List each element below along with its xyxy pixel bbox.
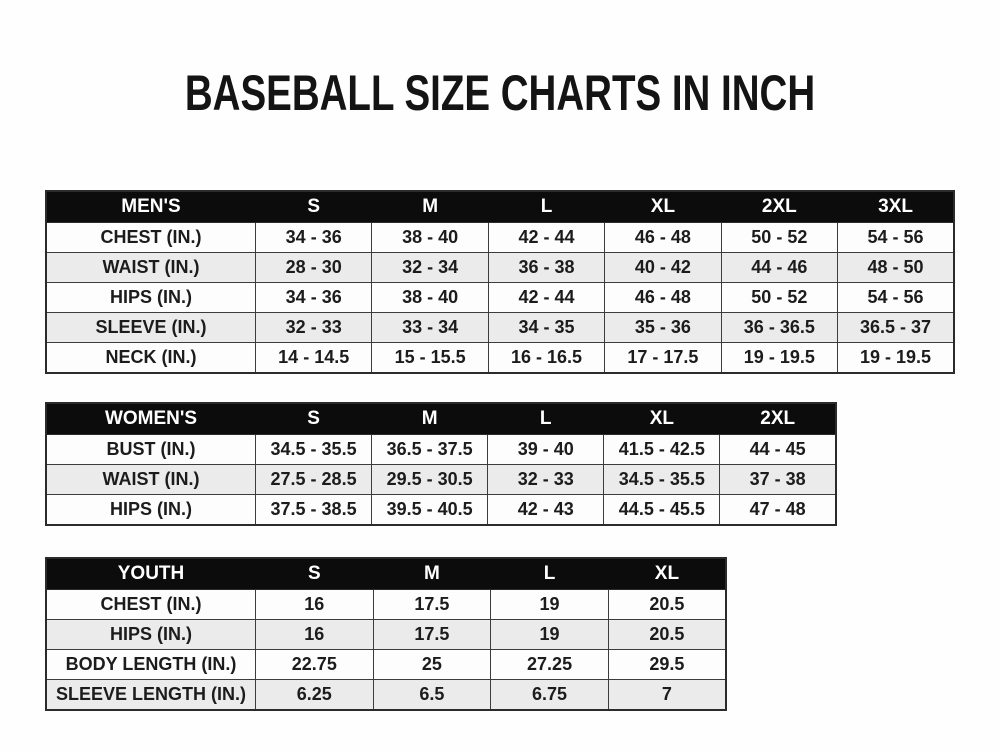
size-value-cell: 34 - 36	[256, 283, 372, 313]
size-column-header: XL	[604, 403, 720, 435]
table-row	[46, 495, 836, 526]
size-value-cell: 48 - 50	[838, 253, 954, 283]
size-column-header: L	[488, 403, 604, 435]
header-row	[46, 403, 836, 435]
size-value-cell: 35 - 36	[605, 313, 721, 343]
youth-table-header	[46, 558, 726, 590]
row-label-cell: CHEST (IN.)	[46, 590, 256, 620]
size-value-cell: 27.25	[491, 650, 609, 680]
womens-table-body	[46, 435, 836, 526]
size-value-cell: 54 - 56	[838, 283, 954, 313]
size-value-cell: 25	[373, 650, 491, 680]
table-row	[46, 253, 954, 283]
size-value-cell: 14 - 14.5	[256, 343, 372, 374]
size-column-header: M	[372, 403, 488, 435]
row-label-cell: BUST (IN.)	[46, 435, 256, 465]
table-row	[46, 223, 954, 253]
table-row	[46, 650, 726, 680]
size-column-header: 3XL	[838, 191, 954, 223]
size-value-cell: 32 - 33	[488, 465, 604, 495]
size-column-header: L	[488, 191, 604, 223]
size-column-header: L	[491, 558, 609, 590]
size-column-header: S	[256, 403, 372, 435]
size-value-cell: 54 - 56	[838, 223, 954, 253]
size-value-cell: 42 - 43	[488, 495, 604, 526]
row-label-cell: HIPS (IN.)	[46, 283, 256, 313]
size-value-cell: 22.75	[256, 650, 374, 680]
size-value-cell: 19	[491, 620, 609, 650]
size-value-cell: 20.5	[608, 590, 726, 620]
size-value-cell: 44.5 - 45.5	[604, 495, 720, 526]
size-value-cell: 17.5	[373, 590, 491, 620]
size-value-cell: 40 - 42	[605, 253, 721, 283]
size-value-cell: 19 - 19.5	[838, 343, 954, 374]
size-value-cell: 36.5 - 37	[838, 313, 954, 343]
size-column-header: 2XL	[721, 191, 837, 223]
size-value-cell: 19 - 19.5	[721, 343, 837, 374]
size-value-cell: 6.25	[256, 680, 374, 711]
table-row	[46, 620, 726, 650]
row-label-cell: CHEST (IN.)	[46, 223, 256, 253]
size-value-cell: 42 - 44	[488, 283, 604, 313]
youth-table-body	[46, 590, 726, 711]
size-value-cell: 15 - 15.5	[372, 343, 488, 374]
size-value-cell: 29.5 - 30.5	[372, 465, 488, 495]
table-row	[46, 680, 726, 711]
size-value-cell: 38 - 40	[372, 223, 488, 253]
size-value-cell: 39.5 - 40.5	[372, 495, 488, 526]
size-value-cell: 33 - 34	[372, 313, 488, 343]
row-label-cell: BODY LENGTH (IN.)	[46, 650, 256, 680]
size-value-cell: 36 - 38	[488, 253, 604, 283]
table-title-cell: MEN'S	[46, 191, 256, 223]
table-title-cell: YOUTH	[46, 558, 256, 590]
size-value-cell: 28 - 30	[256, 253, 372, 283]
size-value-cell: 29.5	[608, 650, 726, 680]
size-value-cell: 38 - 40	[372, 283, 488, 313]
row-label-cell: SLEEVE (IN.)	[46, 313, 256, 343]
size-value-cell: 46 - 48	[605, 223, 721, 253]
size-value-cell: 16	[256, 590, 374, 620]
table-row	[46, 435, 836, 465]
header-row	[46, 191, 954, 223]
mens-table-header	[46, 191, 954, 223]
size-value-cell: 47 - 48	[720, 495, 836, 526]
size-column-header: XL	[605, 191, 721, 223]
size-value-cell: 17.5	[373, 620, 491, 650]
mens-size-table	[45, 190, 955, 374]
size-value-cell: 34 - 35	[488, 313, 604, 343]
table-row	[46, 313, 954, 343]
size-column-header: 2XL	[720, 403, 836, 435]
size-value-cell: 44 - 46	[721, 253, 837, 283]
size-value-cell: 32 - 33	[256, 313, 372, 343]
size-value-cell: 36 - 36.5	[721, 313, 837, 343]
page-title: BASEBALL SIZE CHARTS IN INCH	[184, 65, 816, 121]
womens-size-table	[45, 402, 837, 526]
row-label-cell: SLEEVE LENGTH (IN.)	[46, 680, 256, 711]
row-label-cell: NECK (IN.)	[46, 343, 256, 374]
size-value-cell: 37 - 38	[720, 465, 836, 495]
size-value-cell: 32 - 34	[372, 253, 488, 283]
size-value-cell: 50 - 52	[721, 283, 837, 313]
size-column-header: S	[256, 191, 372, 223]
youth-size-table	[45, 557, 727, 711]
size-value-cell: 39 - 40	[488, 435, 604, 465]
size-value-cell: 50 - 52	[721, 223, 837, 253]
size-value-cell: 17 - 17.5	[605, 343, 721, 374]
size-value-cell: 27.5 - 28.5	[256, 465, 372, 495]
row-label-cell: HIPS (IN.)	[46, 620, 256, 650]
header-row	[46, 558, 726, 590]
row-label-cell: WAIST (IN.)	[46, 253, 256, 283]
size-value-cell: 16 - 16.5	[488, 343, 604, 374]
womens-table-header	[46, 403, 836, 435]
table-row	[46, 465, 836, 495]
table-title-cell: WOMEN'S	[46, 403, 256, 435]
size-column-header: XL	[608, 558, 726, 590]
size-value-cell: 34.5 - 35.5	[604, 465, 720, 495]
size-value-cell: 46 - 48	[605, 283, 721, 313]
mens-table-body	[46, 223, 954, 374]
size-column-header: S	[256, 558, 374, 590]
size-value-cell: 42 - 44	[488, 223, 604, 253]
row-label-cell: WAIST (IN.)	[46, 465, 256, 495]
size-value-cell: 34.5 - 35.5	[256, 435, 372, 465]
row-label-cell: HIPS (IN.)	[46, 495, 256, 526]
size-value-cell: 7	[608, 680, 726, 711]
size-value-cell: 20.5	[608, 620, 726, 650]
size-column-header: M	[372, 191, 488, 223]
table-row	[46, 343, 954, 374]
size-value-cell: 19	[491, 590, 609, 620]
size-value-cell: 34 - 36	[256, 223, 372, 253]
size-value-cell: 6.75	[491, 680, 609, 711]
size-value-cell: 36.5 - 37.5	[372, 435, 488, 465]
size-value-cell: 37.5 - 38.5	[256, 495, 372, 526]
size-column-header: M	[373, 558, 491, 590]
size-value-cell: 44 - 45	[720, 435, 836, 465]
size-value-cell: 41.5 - 42.5	[604, 435, 720, 465]
size-value-cell: 6.5	[373, 680, 491, 711]
size-value-cell: 16	[256, 620, 374, 650]
table-row	[46, 283, 954, 313]
table-row	[46, 590, 726, 620]
